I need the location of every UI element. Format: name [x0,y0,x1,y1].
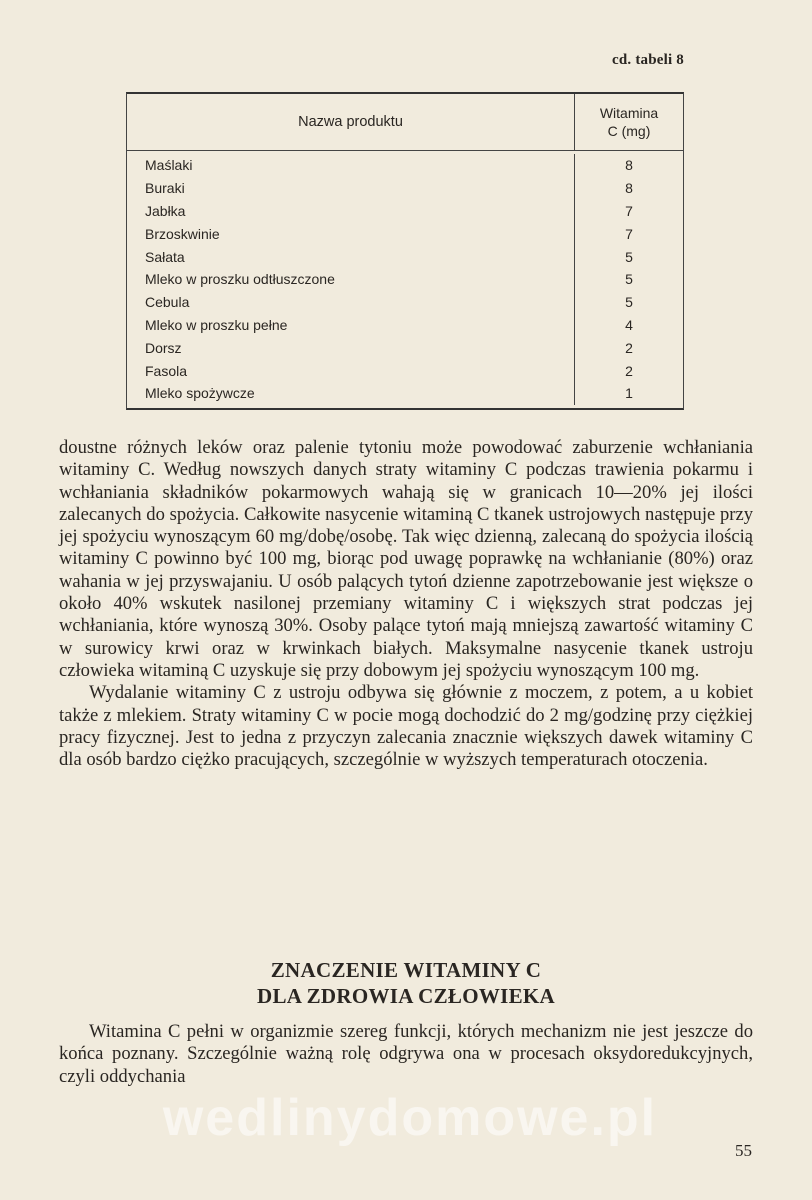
table-row [127,200,683,223]
vitamin-value: 2 [625,339,633,356]
vitamin-value: 5 [625,248,633,265]
page-number: 55 [735,1141,752,1160]
column-header-product: Nazwa produktu [127,94,575,150]
table-header [127,94,683,151]
vitamin-value: 8 [625,157,633,174]
product-name: Mleko spożywcze [127,382,575,405]
vitamin-value: 2 [625,362,633,379]
table-body [127,151,683,408]
product-name: Cebula [127,291,575,314]
table-row [127,291,683,314]
table-row [127,268,683,291]
column-header-vitamin [575,94,683,150]
body-text-section [59,437,753,771]
table-row [127,177,683,200]
vitamin-value: 1 [625,385,633,402]
watermark: wedlinydomowe.pl [162,1089,658,1147]
paragraph-functions: Witamina C pełni w organizmie szereg funkcji, których mechanizm nie jest jeszcze do końca poznany. Szczególnie ważną rolę odgrywa ona w procesach oksydoredukcyjnych, czyli oddychania [59,1021,753,1087]
vitamin-value: 5 [625,294,633,311]
product-name: Mleko w proszku odtłuszczone [127,268,575,291]
vitamin-value: 7 [625,225,633,242]
table-row [127,245,683,268]
section-heading-line2: DLA ZDROWIA CZŁOWIEKA [256,984,556,1008]
table-row [127,382,683,405]
product-name: Mleko w proszku pełne [127,314,575,337]
table-row [127,336,683,359]
vitamin-value: 4 [625,316,633,333]
table-row [127,314,683,337]
vitamin-value: 7 [625,202,633,219]
vitamin-value: 8 [625,180,633,197]
product-name: Jabłka [127,200,575,223]
product-name: Dorsz [127,336,575,359]
table-row [127,222,683,245]
product-name: Brzoskwinie [127,222,575,245]
table-row [127,154,683,177]
vitamin-value: 5 [625,271,633,288]
product-name: Maślaki [127,154,575,177]
table-row [127,359,683,382]
product-name: Sałata [127,245,575,268]
paragraph-excretion: Wydalanie witaminy C z ustroju odbywa się głównie z moczem, z potem, a u kobiet także z mlekiem. Straty witaminy C w pocie mogą dochodzić do 2 mg/godzinę przy ciężkiej pracy fizycznej. Jest to jedna z przyczyn zalecania znacznie większych dawek witaminy C dla osób bardzo ciężko pracujących, szczególnie w wyższych temperaturach otoczenia. [59,682,753,771]
section-heading-line1: ZNACZENIE WITAMINY C [270,958,542,982]
product-name: Fasola [127,359,575,382]
vitamin-c-table [126,92,684,410]
body-text-section-2 [59,1021,753,1088]
column-header-vitamin-line2: C (mg) [607,123,651,139]
product-name: Buraki [127,177,575,200]
section-heading [59,957,753,1009]
column-header-vitamin-line1: Witamina [599,105,659,121]
table-continued-label: cd. tabeli 8 [612,52,684,68]
paragraph-absorption: doustne różnych leków oraz palenie tytoniu może powodować zaburzenie wchłaniania witaminy C. Według nowszych danych straty witaminy C podczas trawienia pokarmu i wchłaniania składników pokarmowych wahają się w granicach 10—20% jej ilości zalecanych do spożycia. Całkowite nasycenie witaminą C tkanek ustrojowych następuje przy jej spożyciu wynoszącym 60 mg/dobę/osobę. Tak więc dzienną, zalecaną do spożycia ilością witaminy C powinno być 100 mg, biorąc pod uwagę poprawkę na wchłanianie (80%) oraz wahania w jej przyswajaniu. U osób palących tytoń dzienne zapotrzebowanie jest większe o około 40% wskutek nasilonej przemiany witaminy C i większych strat podczas jej wchłaniania, które wynoszą 30%. Osoby palące tytoń mają mniejszą zawartość witaminy C w surowicy krwi oraz w krwinkach białych. Maksymalne nasycenie tkanek ustroju człowieka witaminą C uzyskuje się przy dobowym jej spożyciu wynoszącym 100 mg. [59,437,753,681]
